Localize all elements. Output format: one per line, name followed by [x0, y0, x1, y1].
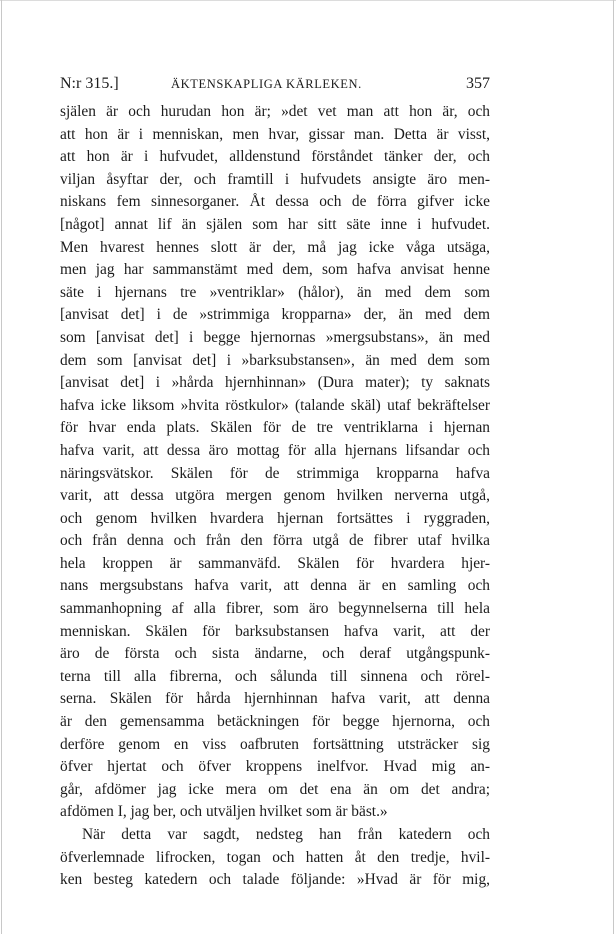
text-line: serna. Skälen för hårda hjernhinnan hafva varit, att denna [60, 690, 490, 708]
text-line: men jag har sammanstämt med dem, som hafva anvisat henne [60, 261, 490, 279]
text-line-paragraph-start: När detta var sagdt, nedsteg han från katedern och [82, 826, 490, 843]
text-line: går, afdömer jag icke mera om det ena än om det andra; [60, 780, 490, 798]
page-top-border [0, 0, 616, 1]
text-line: menniskan. Skälen för barksubstansen hafva varit, att der [60, 622, 490, 640]
text-line: ken besteg katedern och talade följande: »Hvad är för mig, [60, 871, 490, 889]
text-line: säte i hjernans tre »ventriklar» (hålor), än med dem som [60, 283, 490, 301]
text-line-paragraph-end: afdömen I, jag ber, och utväljen hvilket som är bäst.» [60, 803, 388, 821]
text-line: [anvisat det] i »hårda hjernhinnan» (Dura mater); ty saknats [60, 374, 490, 392]
page-left-border [1, 0, 2, 934]
text-line: sammanhopning af alla fibrer, som äro begynnelserna till hela [60, 600, 490, 618]
text-line: näringsvätskor. Skälen för de strimmiga kropparna hafva [60, 464, 490, 482]
text-line: [något] annat lif än själen som har sitt säte inne i hufvudet. [60, 215, 490, 233]
text-line: att hon är i hufvudet, alldenstund förståndet tänker der, och [60, 148, 490, 166]
text-line: och från denna och från den förra utgå de fibrer utaf hvilka [60, 532, 490, 550]
text-line: hafva varit, att dessa äro mottag för alla hjernans lifsandar och [60, 441, 490, 459]
text-line: hela kroppen är sammanväfd. Skälen för hvardera hjer- [60, 554, 490, 572]
text-line: derföre genom en viss oafbruten fortsättning utsträcker sig [60, 735, 490, 753]
text-line: som [anvisat det] i begge hjernornas »mergsubstans», än med [60, 328, 490, 346]
text-line: äro de första och sista ändarne, och deraf utgångspunk- [60, 645, 490, 663]
body-text [60, 101, 490, 892]
text-line: är den gemensamma betäckningen för begge hjernorna, och [60, 713, 490, 731]
page-number: 357 [466, 75, 490, 92]
text-line: terna till alla fibrerna, och sålunda till sinnena och rörel- [60, 667, 490, 685]
text-line: hafva icke liksom »hvita röstkulor» (talande skäl) utaf bekräftelser [60, 396, 490, 414]
text-line: öfverlemnade lifrocken, togan och hatten åt den tredje, hvil- [60, 848, 490, 866]
text-line: viljan åsyftar der, och framtill i hufvudets ansigte äro men- [60, 170, 490, 188]
text-line: nans mergsubstans hafva varit, att denna är en samling och [60, 577, 490, 595]
text-line: och genom hvilken hvardera hjernan fortsättes i ryggraden, [60, 509, 490, 527]
text-line: öfver hjertat och öfver kroppens inelfvor. Hvad mig an- [60, 758, 490, 776]
running-header [60, 75, 490, 97]
issue-number: N:r 315.] [60, 75, 119, 92]
text-line: [anvisat det] i de »strimmiga kropparna» der, än med dem [60, 306, 490, 324]
page-right-border [613, 0, 614, 934]
text-line: för hvar enda plats. Skälen för de tre ventriklarna i hjernan [60, 419, 490, 437]
text-line: varit, att dessa utgöra mergen genom hvilken nerverna utgå, [60, 487, 490, 505]
text-line: att hon är i menniskan, men hvar, gissar man. Detta är visst, [60, 125, 490, 143]
text-line: Men hvarest hennes slott är der, må jag icke våga utsäga, [60, 238, 490, 256]
text-line: själen är och hurudan hon är; »det vet man att hon är, och [60, 103, 490, 120]
text-line: dem som [anvisat det] i »barksubstansen», än med dem som [60, 351, 490, 369]
running-title: ÄKTENSKAPLIGA KÄRLEKEN. [171, 77, 362, 91]
text-line: niskans fem sinnesorganer. Åt dessa och de förra gifver icke [60, 193, 490, 211]
